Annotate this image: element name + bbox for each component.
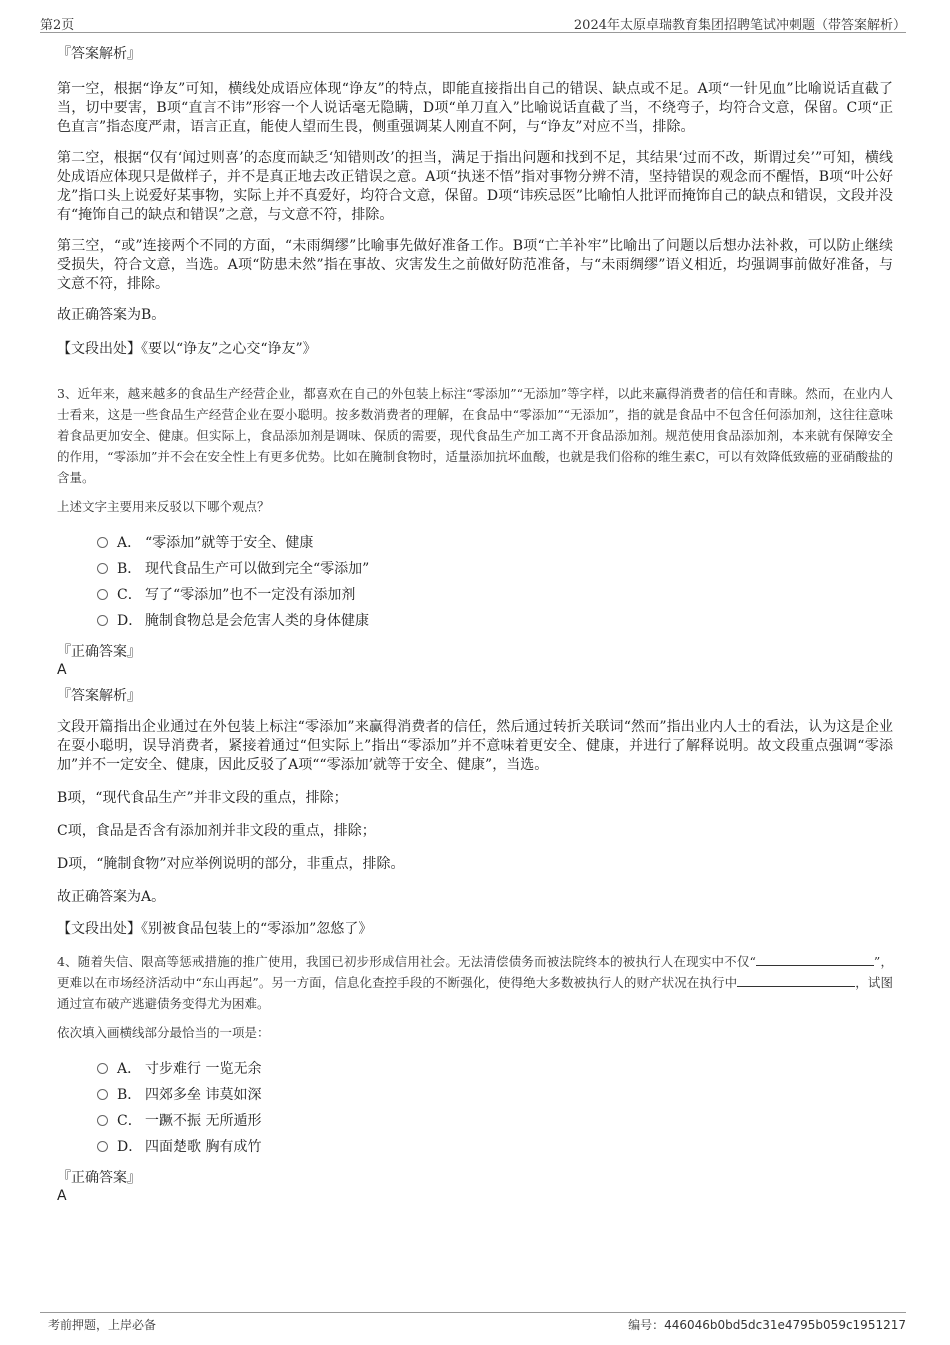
option-letter: A． (117, 1061, 142, 1077)
q3-options (97, 530, 893, 634)
q3-source: 【文段出处】《别被食品包装上的“零添加”忽悠了》 (57, 921, 373, 937)
radio-icon[interactable] (97, 1089, 108, 1100)
q2-analysis-paragraph: 第二空，根据“仅有‘闻过则喜’的态度而缺乏‘知错则改’的担当，满足于指出问题和找到不足，其结果‘过而不改，斯谓过矣’”可知，横线处成语应体现只是做样子，并不是真正地去改正错误之意。A项“执迷不悟”指对事物分辨不清，坚持错误的观念而不醒悟，B项“叶公好龙”指口头上说爱好某事物，实际上并不真爱好，均符合文意，保留。D项“讳疾忌医”比喻怕人批评而掩饰自己的缺点和错误，文段并没有“掩饰自己的缺点和错误”之意，与文意不符，排除。 (57, 150, 893, 223)
radio-icon[interactable] (97, 589, 108, 600)
radio-icon[interactable] (97, 563, 108, 574)
q3-option-a[interactable] (97, 530, 893, 556)
radio-icon[interactable] (97, 537, 108, 548)
q3-prompt: 上述文字主要用来反驳以下哪个观点？ (57, 499, 270, 514)
q3-analysis-paragraph: B项，“现代食品生产”并非文段的重点，排除； (57, 790, 348, 806)
radio-icon[interactable] (97, 1063, 108, 1074)
q4-answer-label: 『正确答案』 (57, 1170, 141, 1186)
q2-analysis-paragraph: 第一空，根据“诤友”可知，横线处成语应体现“诤友”的特点，即能直接指出自己的错误、缺点或不足。A项“一针见血”比喻说话直截了当，切中要害，B项“直言不讳”形容一个人说话毫无隐瞒，D项“单刀直入”比喻说话直截了当，不绕弯子，均符合文意，保留。C项“正色直言”指态度严肃，语言正直，能使人望而生畏，侧重强调某人刚直不阿，与“诤友”对应不当，排除。 (57, 81, 893, 135)
document-code: 编号：446046b0bd5dc31e4795b059c1951217 (628, 1318, 906, 1332)
radio-icon[interactable] (97, 615, 108, 626)
q4-stem: 4、随着失信、限高等惩戒措施的推广使用，我国已初步形成信用社会。无法清偿债务而被法院终本的被执行人在现实中不仅“ ”，更难以在市场经济活动中“东山再起”。另一方面，信息化查控手段的不断强化，使得绝大多数被执行人的财产状况在执行中 ，试图通过宣布破产逃避债务变得尤为困难。 (57, 954, 893, 1011)
q3-analysis-paragraph: C项，食品是否含有添加剂并非文段的重点，排除； (57, 823, 376, 839)
q2-conclusion: 故正确答案为B。 (57, 307, 166, 323)
option-text: 四面楚歌 胸有成竹 (145, 1139, 262, 1155)
q4-option-c[interactable] (97, 1108, 893, 1134)
q3-analysis-label: 『答案解析』 (57, 688, 141, 704)
option-text: 一蹶不振 无所遁形 (145, 1113, 262, 1129)
q4-option-d[interactable] (97, 1134, 893, 1160)
q2-source: 【文段出处】《要以“诤友”之心交“诤友”》 (57, 341, 317, 357)
q3-stem: 3、近年来，越来越多的食品生产经营企业，都喜欢在自己的外包装上标注“零添加”“无添加”等字样，以此来赢得消费者的信任和青睐。然而，在业内人士看来，这是一些食品生产经营企业在耍小聪明。按多数消费者的理解，在食品中“零添加”“无添加”，指的就是食品中不包含任何添加剂，这往往意味着食品更加安全、健康。但实际上，食品添加剂是调味、保质的需要，现代食品生产加工离不开食品添加剂。规范使用食品添加剂，本来就有保障安全的作用，“零添加”并不会在安全性上有更多优势。比如在腌制食物时，适量添加抗坏血酸，也就是我们俗称的维生素C，可以有效降低致癌的亚硝酸盐的含量。 (57, 386, 893, 485)
option-letter: B． (117, 561, 142, 577)
option-letter: D． (117, 1139, 143, 1155)
fill-blank-1 (756, 953, 874, 966)
radio-icon[interactable] (97, 1141, 108, 1152)
q3-analysis-paragraph: D项，“腌制食物”对应举例说明的部分，非重点，排除。 (57, 856, 405, 872)
q4-prompt: 依次填入画横线部分最恰当的一项是： (57, 1025, 270, 1040)
option-text: 四郊多垒 讳莫如深 (145, 1087, 262, 1103)
option-text: 现代食品生产可以做到完全“零添加” (145, 561, 370, 577)
q4-option-b[interactable] (97, 1082, 893, 1108)
document-content (57, 44, 893, 1212)
q3-analysis-paragraph: 文段开篇指出企业通过在外包装上标注“零添加”来赢得消费者的信任，然后通过转折关联词“然而”指出业内人士的看法，认为这是企业在耍小聪明，误导消费者，紧接着通过“但实际上”指出“零添加”并不意味着更安全、健康，并进行了解释说明。故文段重点强调“零添加”并不一定安全、健康，因此反驳了A项““零添加’就等于安全、健康”，当选。 (57, 719, 893, 773)
option-text: “零添加”就等于安全、健康 (145, 535, 314, 551)
q2-analysis-paragraph: 第三空，“或”连接两个不同的方面，“未雨绸缪”比喻事先做好准备工作。B项“亡羊补牢”比喻出了问题以后想办法补救，可以防止继续受损失，符合文意，当选。A项“防患未然”指在事故、灾害发生之前做好防范准备，与“未雨绸缪”语义相近，均强调事前做好准备，与文意不符，排除。 (57, 238, 893, 292)
option-letter: C． (117, 1113, 142, 1129)
q3-conclusion: 故正确答案为A。 (57, 889, 166, 905)
q3-answer: A (57, 662, 67, 678)
option-letter: B． (117, 1087, 142, 1103)
q4-options (97, 1056, 893, 1160)
page-header (40, 12, 906, 33)
q4-option-a[interactable] (97, 1056, 893, 1082)
q2-analysis-label: 『答案解析』 (57, 46, 141, 62)
option-letter: A． (117, 535, 142, 551)
q3-option-c[interactable] (97, 582, 893, 608)
q3-answer-label: 『正确答案』 (57, 644, 141, 660)
fill-blank-2 (737, 974, 855, 987)
q3-option-d[interactable] (97, 608, 893, 634)
option-text: 寸步难行 一览无余 (145, 1061, 262, 1077)
q4-answer: A (57, 1188, 67, 1204)
option-text: 腌制食物总是会危害人类的身体健康 (145, 613, 369, 629)
document-title: 2024年太原卓瑞教育集团招聘笔试冲刺题（带答案解析） (573, 18, 906, 33)
page-footer (40, 1312, 906, 1337)
radio-icon[interactable] (97, 1115, 108, 1126)
option-text: 写了“零添加”也不一定没有添加剂 (145, 587, 356, 603)
option-letter: D． (117, 613, 143, 629)
option-letter: C． (117, 587, 142, 603)
q3-option-b[interactable] (97, 556, 893, 582)
footer-slogan: 考前押题，上岸必备 (48, 1318, 157, 1332)
page-number: 第2页 (40, 18, 75, 33)
